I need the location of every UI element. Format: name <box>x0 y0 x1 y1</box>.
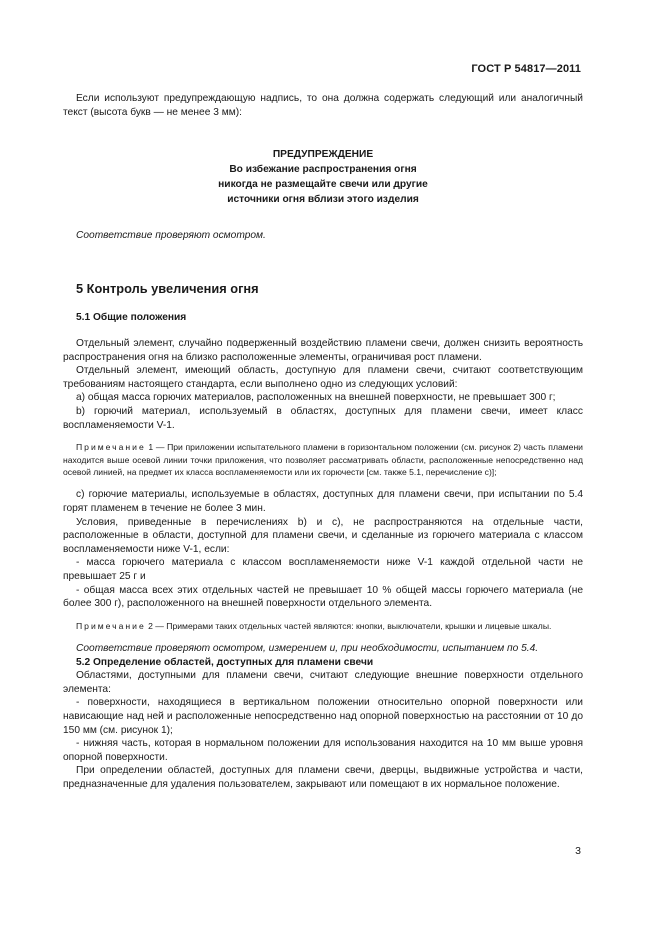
warning-title: ПРЕДУПРЕЖДЕНИЕ <box>272 149 374 161</box>
note-label: Примечание <box>76 620 146 631</box>
list-item-a: а) общая масса горючих материалов, расположенных на внешней поверхности, не превышает 300 г; <box>76 392 556 404</box>
note-1 <box>63 441 583 478</box>
list-item-b: b) горючий материал, используемый в областях, доступных для пламени свечи, имеет класс воспламеняемости V-1. <box>63 405 583 431</box>
paragraph: Областями, доступными для пламени свечи, считают следующие внешние поверхности отдельного элемента: <box>63 670 583 695</box>
dash-item: - нижняя часть, которая в нормальном положении для использования находится на 10 мм выше уровня опорной поверхности. <box>63 738 583 763</box>
section-5-heading: 5 Контроль увеличения огня <box>76 280 259 296</box>
paragraph: Отдельный элемент, имеющий область, доступную для пламени свечи, считают соответствующим требованиям настоящего стандарта, если выполнено одно из следующих условий: <box>63 365 583 390</box>
paragraph: При определении областей, доступных для пламени свечи, дверцы, выдвижные устройства и части, предназначенные для удаления пользователем, закрывают или помещают в их нормальное положение. <box>63 765 583 791</box>
section-5-1-heading: 5.1 Общие положения <box>76 312 187 324</box>
conditions-paragraph: Условия, приведенные в перечислениях b) и с), не распространяются на отдельные части, расположенные в области, доступной для пламени свечи, и сделанные из горючего материала с классом воспламеняемости ниже V-1, если: <box>63 516 583 555</box>
note-text: 1 — При приложении испытательного пламени в горизонтальном положении (см. рисунок 2) часть пламени находится выше осевой линии точки приложения, что позволяет рассматривать области, расположенные непосредственно над осевой линией, на предмет их класса воспламеняемости или их горючести [см. также 5.1, перечисление с)]; <box>63 442 583 477</box>
warning-block <box>63 147 583 207</box>
dash-item: - поверхности, находящиеся в вертикальном положении относительно опорной поверхности или нависающие над ней и расположенные непосредственно над опорной поверхностью на расстоянии от 10 до 150 мм (см. рисунок 1); <box>63 697 583 736</box>
list-item-c: с) горючие материалы, используемые в областях, доступных для пламени свечи, при испытании по 5.4 горят пламенем в течение не более 3 мин. <box>63 489 583 514</box>
standard-header: ГОСТ Р 54817—2011 <box>471 63 581 75</box>
compliance-text: Соответствие проверяют осмотром, измерением и, при необходимости, испытанием по 5.4. <box>76 643 539 655</box>
paragraph: Отдельный элемент, случайно подверженный воздействию пламени свечи, должен снизить вероятность распространения огня на близко расположенные элементы, ограничивая рост пламени. <box>63 337 583 363</box>
warning-line: Во избежание распространения огня <box>229 164 417 176</box>
dash-item: - общая масса всех этих отдельных частей не превышает 10 % общей массы горючего материала (не более 300 г), расположенного на внешней поверхности отдельного элемента. <box>63 584 583 610</box>
compliance-text: Соответствие проверяют осмотром. <box>76 230 266 242</box>
note-text: 2 — Примерами таких отдельных частей являются: кнопки, выключатели, крышки и лицевые шкалы. <box>145 620 552 631</box>
page-number: 3 <box>575 845 581 857</box>
warning-line: никогда не размещайте свечи или другие <box>218 179 428 191</box>
note-label: Примечание <box>76 442 146 453</box>
note-2 <box>63 620 583 632</box>
document-body <box>63 92 583 792</box>
section-5-2-heading: 5.2 Определение областей, доступных для пламени свечи <box>76 656 374 668</box>
intro-paragraph: Если используют предупреждающую надпись, то она должна содержать следующий или аналогичный текст (высота букв — не менее 3 мм): <box>63 93 583 118</box>
warning-line: источники огня вблизи этого изделия <box>227 194 419 206</box>
dash-item: - масса горючего материала с классом воспламеняемости ниже V-1 каждой отдельной части не превышает 25 г и <box>63 557 583 582</box>
